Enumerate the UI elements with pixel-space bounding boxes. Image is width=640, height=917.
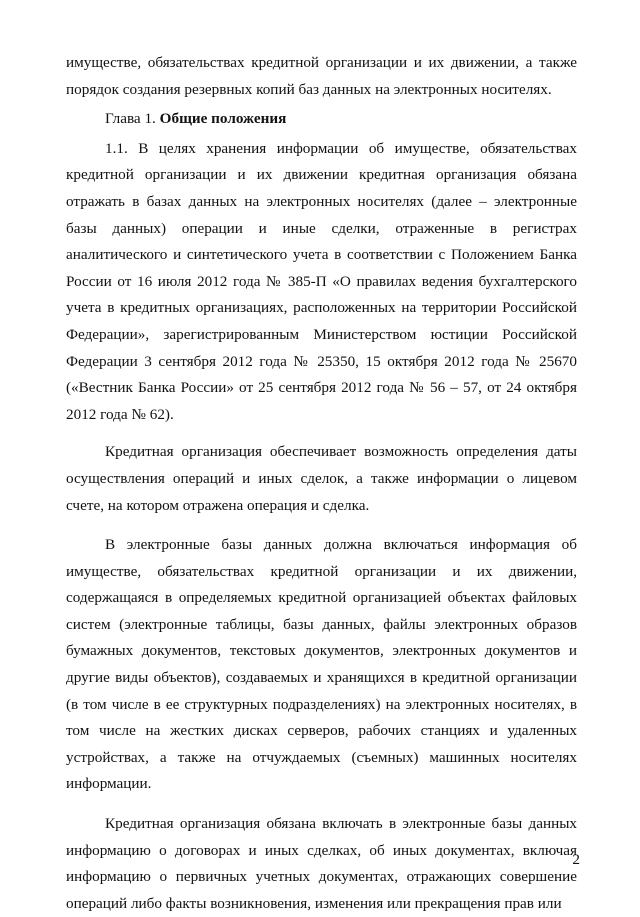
paragraph-1-1: 1.1. В целях хранения информации об имуществе, обязательствах кредитной организации и их движении кредитная организация обязана отражать в базах данных на электронных носителях (далее – электронные базы данных) операции и иные сделки, отраженные в регистрах аналитического и синтетического учета в соответствии с Положением Банка России от 16 июля 2012 года № 385-П «О правилах ведения бухгалтерского учета в кредитных организациях, расположенных на территории Российской Федерации», зарегистрированным Министерством юстиции Российской Федерации 3 сентября 2012 года № 25350, 15 октября 2012 года № 25670 («Вестник Банка России» от 25 сентября 2012 года № 56 – 57, от 24 октября 2012 года № 62). <box>66 139 577 423</box>
paragraph-contracts-info: Кредитная организация обязана включать в электронные базы данных информацию о договорах и иных сделках, об иных документах, включая информацию о первичных учетных документах, отражающих совершение операций либо факты возникновения, изменения или прекращения прав или <box>66 815 577 912</box>
chapter-title: Общие положения <box>159 110 287 128</box>
document-body <box>66 50 577 917</box>
paragraph-date-determination: Кредитная организация обеспечивает возможность определения даты осуществления операций и иных сделок, а также информации о лицевом счете, на котором отражена операция и сделка. <box>66 443 577 514</box>
chapter-heading <box>66 106 577 133</box>
intro-paragraph: имуществе, обязательствах кредитной организации и их движении, а также порядок создания резервных копий баз данных на электронных носителях. <box>66 54 577 98</box>
page-number: 2 <box>572 851 580 868</box>
paragraph-database-contents: В электронные базы данных должна включаться информация об имуществе, обязательствах кредитной организации и их движении, содержащаяся в определяемых кредитной организацией объектах файловых систем (электронные таблицы, базы данных, файлы электронных образов бумажных документов, текстовых документов, электронных документов и другие виды объектов), создаваемых и хранящихся в кредитной организации (в том числе в ее структурных подразделениях) на электронных носителях, в том числе на жестких дисках серверов, рабочих станциях и удаленных устройствах, а также на отчуждаемых (съемных) машинных носителях информации. <box>66 536 577 793</box>
chapter-prefix: Глава 1. <box>105 110 160 128</box>
